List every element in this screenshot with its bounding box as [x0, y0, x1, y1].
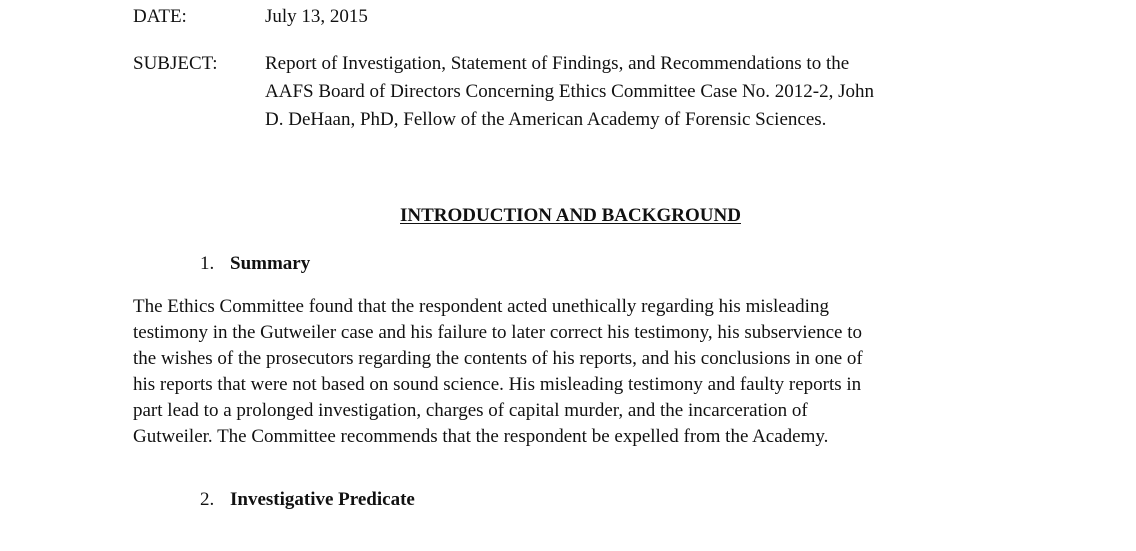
date-label: DATE: [133, 6, 187, 27]
paragraph-line: part lead to a prolonged investigation, charges of capital murder, and the incarceration of [133, 400, 808, 421]
section-heading [0, 203, 1136, 229]
paragraph-line: his reports that were not based on sound science. His misleading testimony and faulty reports in [133, 374, 862, 395]
subject-line: D. DeHaan, PhD, Fellow of the American Academy of Forensic Sciences. [265, 109, 827, 130]
numbered-heading-summary [200, 251, 310, 277]
subject-value [265, 50, 985, 134]
paragraph-line: testimony in the Gutweiler case and his failure to later correct his testimony, his subservience to [133, 322, 863, 343]
date-value: July 13, 2015 [265, 6, 368, 27]
item-number: 2. [200, 489, 215, 510]
subject-label: SUBJECT: [133, 53, 218, 74]
summary-paragraph [133, 294, 1003, 450]
item-number: 1. [200, 253, 215, 274]
subject-line: Report of Investigation, Statement of Findings, and Recommendations to the [265, 53, 850, 74]
paragraph-line: the wishes of the prosecutors regarding the contents of his reports, and his conclusions in one of [133, 348, 863, 369]
paragraph-line: The Ethics Committee found that the respondent acted unethically regarding his misleading [133, 296, 829, 317]
item-title: Summary [230, 253, 311, 274]
section-heading-text: INTRODUCTION AND BACKGROUND [400, 205, 741, 226]
subject-line: AAFS Board of Directors Concerning Ethics Committee Case No. 2012-2, John [265, 81, 874, 102]
paragraph-line: Gutweiler. The Committee recommends that the respondent be expelled from the Academy. [133, 426, 829, 447]
item-title: Investigative Predicate [230, 489, 415, 510]
numbered-heading-predicate [200, 487, 415, 513]
